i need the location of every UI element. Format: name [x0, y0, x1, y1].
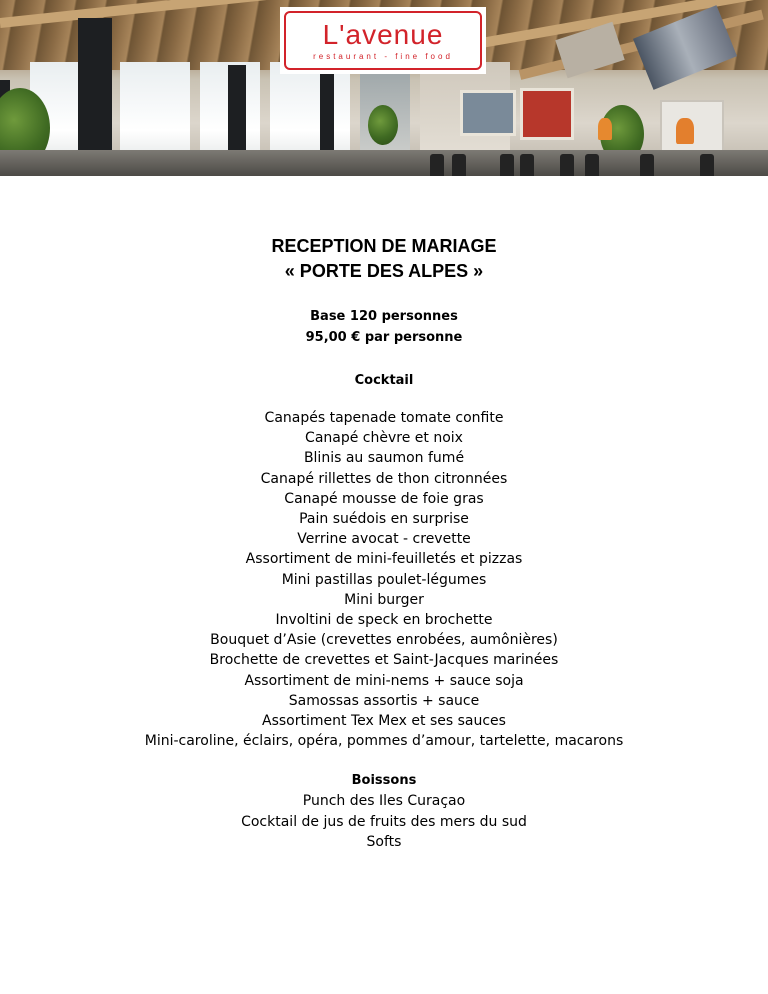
menu-title-line1: RECEPTION DE MARIAGE — [271, 236, 497, 256]
cocktail-heading: Cocktail — [354, 373, 414, 388]
cocktail-item: Assortiment de mini-feuilletés et pizzas — [245, 551, 523, 568]
cocktail-item: Mini-caroline, éclairs, opéra, pommes d’amour, tartelette, macarons — [144, 733, 624, 750]
menu-content — [0, 234, 768, 852]
boissons-list — [0, 791, 768, 852]
cocktail-item: Mini burger — [344, 591, 424, 608]
wall-lamp — [598, 118, 612, 140]
cocktail-list — [0, 408, 768, 751]
chair — [500, 154, 514, 176]
logo-tagline: restaurant - fine food — [313, 52, 453, 61]
cocktail-item: Verrine avocat - crevette — [297, 531, 471, 548]
cocktail-item: Assortiment Tex Mex et ses sauces — [262, 713, 506, 730]
logo-name: L'avenue — [322, 19, 444, 50]
plant — [368, 105, 398, 145]
chair — [700, 154, 714, 176]
drink-item: Punch des Iles Curaçao — [302, 793, 466, 810]
cocktail-item: Pain suédois en surprise — [299, 511, 469, 528]
chair — [520, 154, 534, 176]
cocktail-item: Canapé mousse de foie gras — [284, 490, 484, 507]
wall-painting — [520, 88, 574, 140]
cocktail-item: Bouquet d’Asie (crevettes enrobées, aumônières) — [210, 632, 558, 649]
cocktail-item: Assortiment de mini-nems + sauce soja — [244, 672, 524, 689]
chair — [430, 154, 444, 176]
guest-count: Base 120 personnes — [310, 309, 458, 324]
drink-item: Softs — [366, 833, 402, 850]
cocktail-item: Canapé rillettes de thon citronnées — [260, 470, 508, 487]
wall-lamp — [676, 118, 694, 144]
pricing-block — [0, 306, 768, 348]
price-per-person: 95,00 € par personne — [305, 330, 463, 345]
menu-title-line2: « PORTE DES ALPES » — [284, 261, 484, 281]
chair — [560, 154, 574, 176]
logo-frame — [284, 11, 482, 70]
drink-item: Cocktail de jus de fruits des mers du sud — [241, 813, 527, 830]
restaurant-logo — [280, 7, 486, 74]
chair — [585, 154, 599, 176]
cocktail-item: Blinis au saumon fumé — [303, 450, 465, 467]
cocktail-item: Samossas assortis + sauce — [288, 692, 480, 709]
cocktail-item: Canapés tapenade tomate confite — [264, 410, 504, 426]
cocktail-item: Brochette de crevettes et Saint-Jacques marinées — [209, 652, 559, 669]
cocktail-item: Canapé chèvre et noix — [305, 430, 463, 447]
cocktail-item: Involtini de speck en brochette — [275, 612, 493, 629]
boissons-heading: Boissons — [351, 773, 417, 789]
chair — [640, 154, 654, 176]
chair — [452, 154, 466, 176]
cocktail-item: Mini pastillas poulet-légumes — [281, 571, 487, 588]
wall-painting — [460, 90, 516, 136]
menu-title — [0, 234, 768, 284]
